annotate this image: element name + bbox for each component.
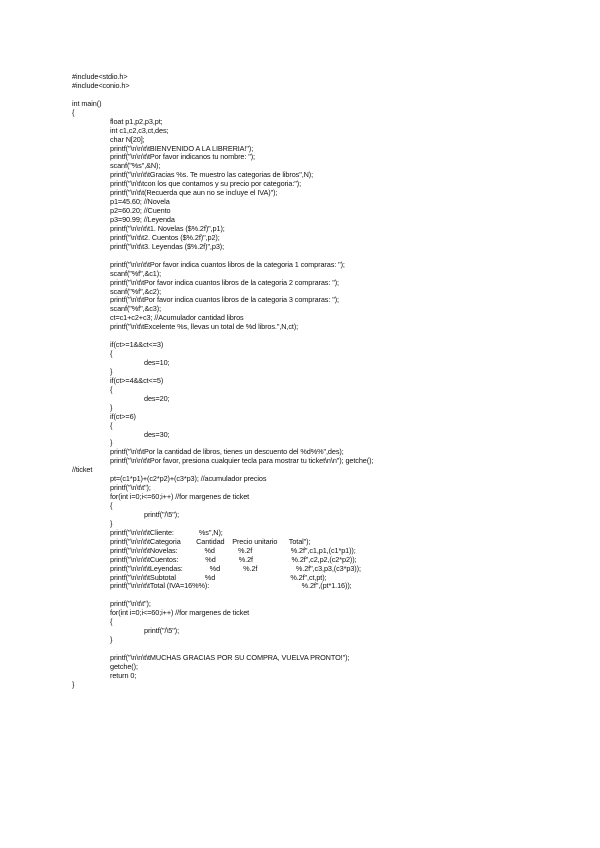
code-line: printf("\n\n\t\tBIENVENIDO A LA LIBRERIA!"); <box>110 143 254 153</box>
code-line: scanf("%f",&c2); <box>110 286 162 296</box>
code-line: printf("\n\t\t(Recuerda que aun no se incluye el IVA)"); <box>110 188 278 198</box>
code-line: des=30; <box>144 429 170 439</box>
code-line: { <box>110 384 113 394</box>
code-line: if(ct>=1&&ct<=3) <box>110 340 164 350</box>
code-line: for(int i=0;i<=60;i++) //for margenes de ticket <box>110 608 250 618</box>
code-line: printf("\n\t\tcon los que contamos y su precio por categoria:"); <box>110 179 302 189</box>
code-line: } <box>110 402 113 412</box>
code-line: des=10; <box>144 358 170 367</box>
code-line: { <box>110 349 113 359</box>
code-line: } <box>110 366 113 376</box>
code-line: { <box>110 501 113 510</box>
code-line: printf("\n\n\t\tCategoria Cantidad Precio unitario Total"); <box>110 536 311 546</box>
code-line: p3=90.99; //Leyenda <box>110 215 175 224</box>
code-line: printf("\n\t\tExcelente %s, llevas un total de %d libros.",N,ct); <box>110 322 299 332</box>
code-line: #include<stdio.h> <box>72 72 128 81</box>
code-line: printf("\n\t\tPor la cantidad de libros, tienes un descuento del %d%%",des); <box>110 447 344 457</box>
code-line: } <box>72 679 75 689</box>
code-line: for(int i=0;i<=60;i++) //for margenes de ticket <box>110 492 250 502</box>
code-line: if(ct>=6) <box>110 411 136 421</box>
code-line: scanf("%s",&N); <box>110 161 161 171</box>
code-line: printf("\n\t\t3. Leyendas ($%.2f)",p3); <box>110 241 225 251</box>
code-line: { <box>110 617 113 627</box>
code-line: des=20; <box>144 393 170 403</box>
code-line: ct=c1+c2+c3; //Acumulador cantidad libros <box>110 313 244 323</box>
source-code-block <box>72 73 592 690</box>
code-line: printf("\n\n\t\tLeyendas: %d %.2f %.2f",c3,p3,(c3*p3)); <box>110 563 361 573</box>
code-line: { <box>110 420 113 430</box>
code-line: scanf("%f",&c3); <box>110 304 162 314</box>
code-line: printf("\n\t\tPor favor indica cuantos libros de la categoria 2 compraras: "); <box>110 277 339 287</box>
code-line <box>72 91 592 100</box>
code-line: p1=45.60; //Novela <box>110 197 170 207</box>
code-line: printf("\n\n\t\tNovelas: %d %.2f %.2f",c1,p1,(c1*p1)); <box>110 545 356 555</box>
code-line: printf("\n\n\t\tCuentos: %d %.2f %.2f",c2,p2,(c2*p2)); <box>110 554 357 564</box>
code-line: printf("\n\n\t\tCliente: %s",N); <box>110 527 223 537</box>
code-line: printf("\n\t\t2. Cuentos ($%.2f)",p2); <box>110 232 220 242</box>
code-line: printf("\n\n\t\tPor favor, presiona cualquier tecla para mostrar tu ticket\n\n"); getche(); <box>110 456 374 466</box>
code-line: { <box>72 107 75 117</box>
code-line: printf("\n\n\t\tTotal (IVA=16%%): %.2f",(pt*1.16)); <box>110 581 352 591</box>
code-line: float p1,p2,p3,pt; <box>110 116 163 126</box>
code-line: printf("\n\n\t\tGracias %s. Te muestro las categorias de libros",N); <box>110 170 314 180</box>
code-line: //ticket <box>72 465 93 475</box>
code-line: } <box>110 518 113 528</box>
code-line: if(ct>=4&&ct<=5) <box>110 375 164 385</box>
code-line: printf("\n\n\t\tPor favor indica cuantos libros de la categoria 1 compraras: "); <box>110 259 345 269</box>
code-line: #include<conio.h> <box>72 80 130 90</box>
code-line: printf("\n\n\t\t1. Novelas ($%.2f)",p1); <box>110 223 225 233</box>
code-line: printf("\n\t\t"); <box>110 599 151 609</box>
code-line: p2=60.20; //Cuento <box>110 206 171 216</box>
code-line: int main() <box>72 98 102 108</box>
code-line: printf("\n\t\t"); <box>110 483 151 493</box>
code-line: } <box>110 438 113 448</box>
code-line: printf("/\5"); <box>144 626 180 636</box>
code-line: printf("/\5"); <box>144 509 180 519</box>
code-line: printf("\n\n\t\tSubtotal %d %.2f",ct,pt); <box>110 572 327 582</box>
code-line: pt=(c1*p1)+(c2*p2)+(c3*p3); //acumulador precios <box>110 474 267 484</box>
code-line: getche(); <box>110 661 138 671</box>
code-line: printf("\n\n\t\tPor favor indicanos tu nombre: "); <box>110 152 255 162</box>
code-line: printf("\n\n\t\tMUCHAS GRACIAS POR SU COMPRA, VUELVA PRONTO!"); <box>110 652 350 662</box>
code-line: scanf("%f",&c1); <box>110 268 162 278</box>
code-line: printf("\n\t\tPor favor indica cuantos libros de la categoria 3 compraras: "); <box>110 295 339 305</box>
code-line: char N[20]; <box>110 134 145 144</box>
code-line: } <box>110 635 113 645</box>
code-line: return 0; <box>110 670 137 680</box>
code-line: int c1,c2,c3,ct,des; <box>110 125 169 135</box>
